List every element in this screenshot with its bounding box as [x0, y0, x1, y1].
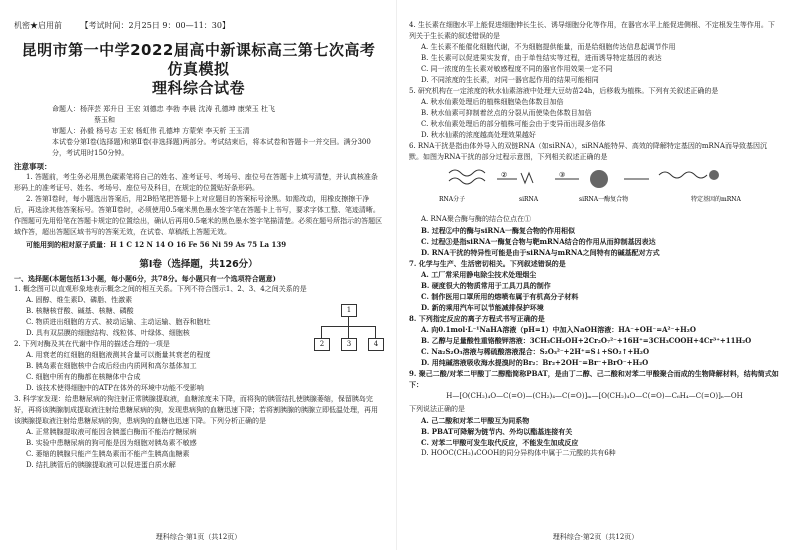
diagram-node-2: 2	[314, 338, 330, 351]
intro-text: 本试卷分第Ⅰ卷(选择题)和第Ⅱ卷(非选择题)两部分。考试结束后，将本试卷和答题卡一并交回。满分300分，考试用时150分钟。	[52, 138, 371, 157]
question-block	[409, 86, 780, 141]
notes-heading: 注意事项：	[14, 162, 52, 171]
option: C. 同一浓度的生长素对敏感程度不同的器官作用效果一定不同	[421, 65, 613, 73]
note-item: 2. 答第Ⅰ卷时，每小题选出答案后，用2B铅笔把答题卡上对应题目的答案标号涂黑。如需改动，用橡皮擦擦干净后，再选涂其他答案标号。答第Ⅱ卷时，必须使用0.5毫米黑色墨水签字笔在答题卡上书写，要求字体工整、笔迹清晰。作图题可先用铅笔在答题卡规定的位置绘出，确认后再用0.5毫米的黑色墨水签字笔描清楚。必须在题号所指示的答题区域作答，超出答题区域书写的答案无效，在试卷、草稿纸上答题无效。	[14, 195, 383, 236]
reviewers-line: 审题人：孙毅 杨号志 王宏 杨虹伟 孔德坤 方蒙荣 李天析 王玉清	[52, 127, 250, 135]
option: D. 新的乘用汽车可以节能减排保护环境	[421, 303, 544, 312]
option: D. 不同浓度的生长素，对同一器官起作用的结果可能相同	[421, 76, 599, 84]
option: A. 生长素不能催化细胞代谢，不为细胞提供能量，而是给细胞传达信息起调节作用	[421, 43, 676, 51]
page-right	[397, 0, 794, 550]
option: A. RNA聚合酶与酶的结合位点在①	[421, 215, 531, 223]
pbat-formula: H—[O(CH₂)₄O—C(=O)—(CH₂)₄—C(=O)]ₘ—[O(CH₂)₄O—C(=O)—C₆H₄—C(=O)]ₙ—OH	[446, 392, 743, 400]
question-stem: 6. RNA干扰是指由体外导入的双链RNA（如siRNA），siRNA能特异、高效的降解特定基因的mRNA而导致基因沉默。如图为RNA干扰的部分过程示意图，下列相关叙述正确的是	[409, 142, 767, 161]
question-stem: 1. 概念图可以直观形象地表示概念之间的相互关系。下列不符合图示1、2、3、4之间关系的是	[14, 285, 307, 293]
authors-line1: 命题人：杨萍芸 郑升日 王宏 刘德忠 李勃 李晨 沈涛 孔德坤 康荣玉 杜飞	[52, 105, 276, 113]
rna-label: 特定基因的mRNA	[691, 196, 741, 203]
question-block	[409, 20, 780, 86]
page-footer: 理科综合·第2页（共12页）	[552, 533, 639, 541]
option: B. 硬度很大的物质常用于工具刀具的制作	[421, 281, 551, 290]
question-block	[409, 141, 780, 258]
part-heading: 一、选择题(本题包括13小题，每小题6分，共78分。每小题只有一个选项符合题意)	[14, 274, 276, 283]
question-stem: 2. 下列对酶及其在代谢中作用的描述合理的一项是	[14, 340, 170, 348]
question-prompt: 下列说法正确的是	[409, 405, 465, 413]
question-stem: 8. 下列指定反应的离子方程式书写正确的是	[409, 314, 545, 323]
question-stem: 7. 化学与生产、生活密切相关。下列叙述错误的是	[409, 259, 566, 268]
rna-label: RNA分子	[439, 196, 466, 203]
option: B. 乙醇与足量酸性重铬酸钾溶液：3CH₃CH₂OH+2Cr₂O₇²⁻+16H⁺=3CH₃COOH+4Cr³⁺+11H₂O	[421, 336, 752, 345]
concept-diagram	[314, 304, 384, 354]
option: A. 固醇、维生素D、磷脂、性激素	[26, 296, 133, 304]
diagram-node-4: 4	[368, 338, 384, 351]
option: D. RNA干扰的特异性可能是由于siRNA与mRNA之间特有的碱基配对方式	[421, 248, 660, 257]
option: B. PBAT可降解为链节内、外均以酯基连接有关	[421, 427, 573, 436]
option: A. 秋水仙素处理后的植株细胞染色体数目加倍	[421, 98, 564, 106]
question-stem: 4. 生长素在细胞水平上能促进细胞伸长生长、诱导细胞分化等作用，在器官水平上能促进侧根、不定根发生等作用。下列关于生长素的叙述错误的是	[409, 21, 775, 40]
atomic-masses: 可能用到的相对原子质量：H 1 C 12 N 14 O 16 Fe 56 Ni 59 As 75 La 139	[26, 240, 287, 249]
rna-label: siRNA一酶复合物	[579, 196, 629, 203]
option: C. Na₂S₂O₃溶液与稀硫酸溶液混合：S₂O₃²⁻+2H⁺=S↓+SO₂↑+H₂O	[421, 347, 650, 356]
question-stem: 9. 聚己二酸/对苯二甲酸丁二醇酯简称PBAT，是由丁二醇、己二酸和对苯二甲酸聚合而成的生物降解材料，结构简式如下：	[409, 369, 779, 389]
option: C. 物质进出细胞的方式、被动运输、主动运输、胞吞和胞吐	[26, 318, 211, 326]
question-block	[409, 313, 780, 368]
option: B. 生长素可以促进果实发育，由于单性结实等过程，进而诱导特定基因的表达	[421, 54, 662, 62]
option: D. 该技术使得细胞中的ATP在体外的环境中功能不受影响	[26, 384, 204, 392]
option: A. 己二酸和对苯二甲酸互为同系物	[421, 416, 530, 425]
page-footer: 理科综合·第1页（共12页）	[155, 533, 242, 541]
rna-label: ②	[501, 171, 508, 179]
option: D. 秋水仙素的浓度越高处理效果越好	[421, 131, 536, 139]
option: D. 用纯碱溶液吸收海水提溴时的Br₂：Br₂+2OH⁻=Br⁻+BrO⁻+H₂O	[421, 358, 649, 367]
option: D. 具有双层膜的细胞结构、线粒体、叶绿体、细胞核	[26, 329, 190, 337]
option: A. 正常胰腺提取液可能因含胰蛋白酶而不能治疗糖尿病	[26, 428, 197, 436]
exam-title-line1: 昆明市第一中学2022届高中新课标高三第七次高考仿真模拟	[21, 41, 376, 78]
question-stem: 3. 科学家发现：给患糖尿病的狗注射正常胰腺提取液，血糖浓度未下降，而将狗的胰管结扎使胰腺萎缩，保留胰岛完好，再将该胰腺制成提取液注射给患糖尿病的狗，发现患病狗的血糖迅速下降；若将割胰腺的胰腺立即低温处理，再用该胰腺提取液注射给患糖尿病的狗，患病狗的血糖也迅速下降。下列分析正确的是	[14, 395, 378, 425]
diagram-node-3: 3	[341, 338, 357, 351]
exam-title-line2: 理科综合试卷	[151, 79, 245, 97]
option: B. 胰岛素在细胞核中合成后经由内质网和高尔基体加工	[26, 362, 197, 370]
secret-mark: 机密★启用前	[14, 21, 62, 30]
header-line	[14, 20, 383, 31]
question-block	[14, 394, 383, 471]
diagram-node-1: 1	[341, 304, 357, 317]
option: C. 过程③是指siRNA一酶复合物与靶mRNA结合的作用从而抑制基因表达	[421, 237, 656, 246]
question-stem: 5. 研究机构在一定浓度的秋水仙素溶液中处理大豆幼苗24h，后移栽为植株。下列有关叙述正确的是	[409, 87, 719, 95]
option: A. 向0.1mol·L⁻¹NaHA溶液（pH=1）中加入NaOH溶液：HA⁻+OH⁻=A²⁻+H₂O	[421, 325, 696, 334]
option: C. 制作医用口罩所用的熔喷布属于有机高分子材料	[421, 292, 579, 301]
note-item: 1. 答题前，考生务必用黑色碳素笔将自己的姓名、准考证号、考场号、座位号在答题卡上填写清楚，并认真核准条形码上的准考证号、姓名、考场号、座位号及科目，在规定的位置贴好条形码。	[14, 173, 378, 192]
question-block	[409, 258, 780, 313]
option: C. 萎缩的胰腺只能产生胰岛素而不能产生胰高血糖素	[26, 450, 190, 458]
section-title: 第Ⅰ卷（选择题，共126分）	[139, 259, 258, 270]
option: B. 秋水仙素可抑制着丝点的分裂从而使染色体数目加倍	[421, 109, 592, 117]
option: B. 过程②中的酶与siRNA一酶复合物的作用相似	[421, 226, 576, 235]
authors-line2: 蔡玉和	[94, 116, 115, 124]
option: D. 结扎胰管后的胰腺提取液可以促进蛋白质水解	[26, 461, 176, 469]
option: C. 细胞中所有的酶都在核糖体中合成	[26, 373, 141, 381]
rna-interference-diagram	[409, 165, 779, 210]
rna-label: siRNA	[519, 196, 539, 203]
option: A. 工厂常采用静电除尘技术处理烟尘	[421, 270, 537, 279]
option: B. 核糖核苷酸、碱基、核糖、磷酸	[26, 307, 134, 315]
rna-label: ③	[559, 171, 566, 179]
option: D. HOOC(CH₂)₄COOH的同分异构体中属于二元酸的共有6种	[421, 449, 616, 457]
option: A. 用衰老的红细胞的细胞液测其含量可以衡量其衰老的程度	[26, 351, 211, 359]
option: C. 对苯二甲酸可发生取代反应，不能发生加成反应	[421, 438, 579, 447]
option: C. 秋水仙素处理后的部分植株可能会由于变异而出现多倍体	[421, 120, 606, 128]
question-block	[409, 368, 780, 459]
option: B. 实验中患糖尿病的狗可能是因为细胞对胰岛素不敏感	[26, 439, 197, 447]
exam-time: 【考试时间：2月25日 9：00—11：30】	[80, 21, 230, 30]
